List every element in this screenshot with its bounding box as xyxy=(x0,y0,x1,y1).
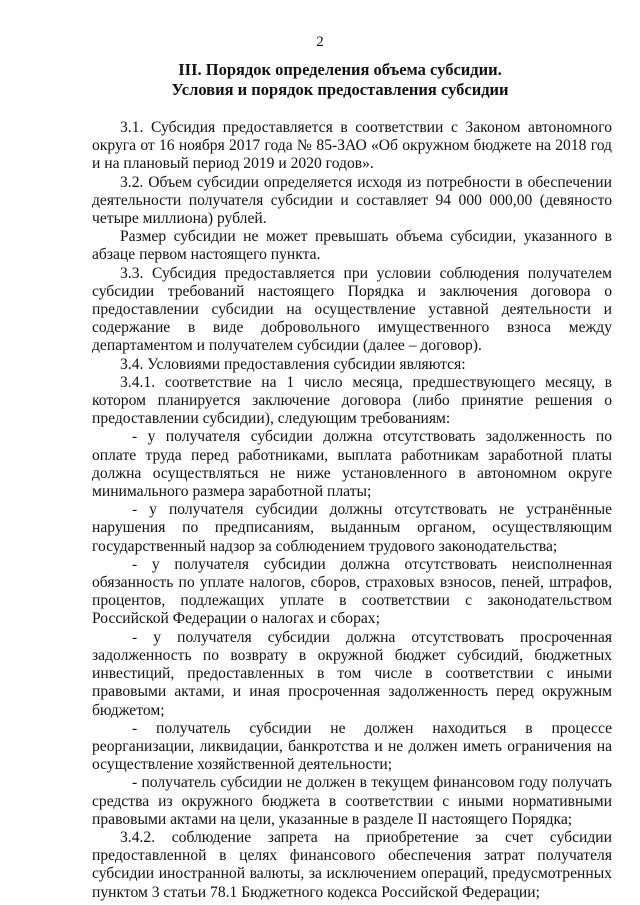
section-heading-line-2: Условия и порядок предоставления субсидии xyxy=(171,80,509,99)
document-body xyxy=(92,119,612,902)
paragraph-3-4: 3.4. Условиями предоставления субсидии являются: xyxy=(120,355,466,373)
requirement-item: - у получателя субсидии должна отсутствовать просроченная задолженность по возврату в окружной бюджет субсидий, бюджетных инвестиций, предоставленных в том числе в соответствии с иными правовыми актами, и иная просроченная задолженность перед окружным бюджетом; xyxy=(92,628,612,719)
requirement-item: - у получателя субсидии должны отсутствовать не устранённые нарушения по предписаниям, выданным органом, осуществляющим государственный надзор за соблюдением трудового законодательства; xyxy=(92,501,612,555)
requirement-item: - получатель субсидии не должен находиться в процессе реорганизации, ликвидации, банкротства и не должен иметь ограничения на осуществление хозяйственной деятельности; xyxy=(92,719,612,774)
requirement-item: - у получателя субсидии должна отсутствовать неисполненная обязанность по уплате налогов, сборов, страховых взносов, пеней, штрафов, процентов, подлежащих уплате в соответствии с законодательством Российской Федерации о налогах и сборах; xyxy=(92,555,612,628)
paragraph-3-4-1: 3.4.1. соответствие на 1 число месяца, предшествующего месяцу, в котором планируется заключение договора (либо принятие решения о предоставлении субсидии), следующим требованиям: xyxy=(92,373,612,428)
section-heading-line-1: III. Порядок определения объема субсидии. xyxy=(178,60,502,79)
paragraph-3-2: 3.2. Объем субсидии определяется исходя из потребности в обеспечении деятельности получателя субсидии и составляет 94 000 000,00 (девяносто четыре миллиона) рублей. xyxy=(92,173,612,228)
requirement-item: - получатель субсидии не должен в текущем финансовом году получать средства из окружного бюджета в соответствии с иными нормативными правовыми актами на цели, указанные в разделе II настоящего Порядка; xyxy=(92,774,612,828)
requirement-item: - у получателя субсидии должна отсутствовать задолженность по оплате труда перед работниками, выплата работникам заработной платы должна осуществляться не ниже установленного в автономном округе минимального размера заработной платы; xyxy=(92,428,612,501)
paragraph-subsidy-limit: Размер субсидии не может превышать объема субсидии, указанного в абзаце первом настоящего пункта. xyxy=(92,228,612,264)
paragraph-3-1: 3.1. Субсидия предоставляется в соответствии с Законом автономного округа от 16 ноября 2017 года № 85-ЗАО «Об окружном бюджете на 2018 год и на плановый период 2019 и 2020 годов». xyxy=(92,119,612,173)
paragraph-3-3: 3.3. Субсидия предоставляется при условии соблюдения получателем субсидии требований настоящего Порядка и заключения договора о предоставлении субсидии на осуществление уставной деятельности и содержание в виде добровольного имущественного взноса между департаментом и получателем субсидии (далее – договор). xyxy=(92,264,612,355)
page-number: 2 xyxy=(316,34,324,50)
paragraph-3-4-2: 3.4.2. соблюдение запрета на приобретение за счет субсидии предоставленной в целях финансового обеспечения затрат получателя субсидии иностранной валюты, за исключением операций, предусмотренных пунктом 3 статьи 78.1 Бюджетного кодекса Российской Федерации; xyxy=(92,828,612,901)
